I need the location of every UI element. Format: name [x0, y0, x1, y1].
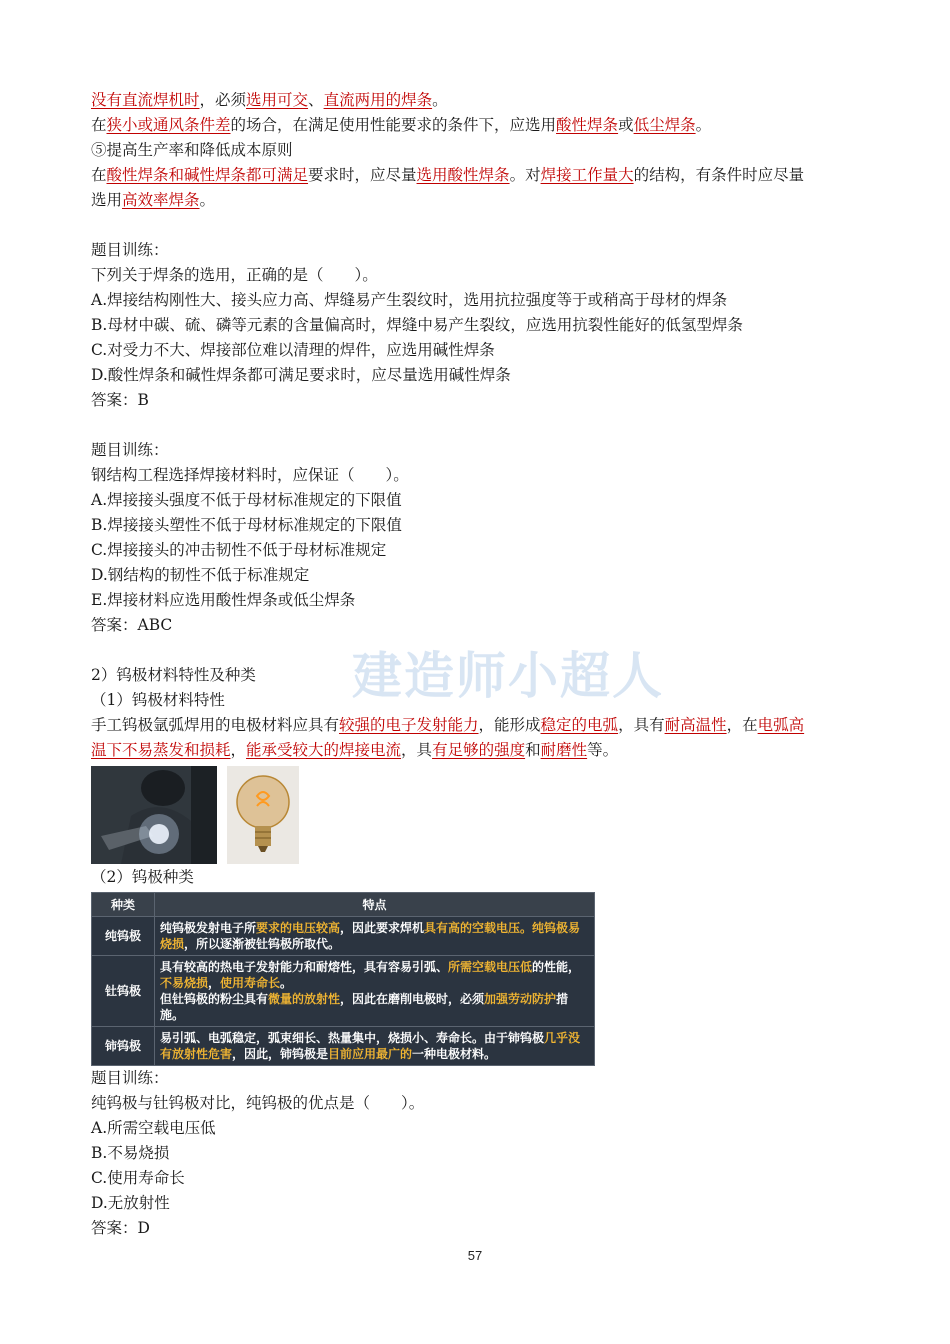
subsection-title-2: （2）钨极种类 — [91, 868, 194, 886]
text: 、 — [308, 91, 324, 109]
table-cell-kind: 铈钨极 — [92, 1027, 155, 1066]
highlight-text: 能承受较大的焊接电流 — [246, 741, 402, 759]
q1-option-a: A.焊接结构刚性大、接头应力高、焊缝易产生裂纹时，选用抗拉强度等于或稍高于母材的焊条 — [91, 291, 728, 309]
highlight-text: 选用可交 — [246, 91, 309, 109]
watermark: 建造师小超人 — [352, 647, 664, 705]
q1-answer: 答案：B — [91, 391, 149, 409]
q3-stem: 纯钨极与钍钨极对比，纯钨极的优点是（ ）。 — [91, 1094, 425, 1112]
q1-heading: 题目训练： — [91, 241, 169, 259]
q2-heading: 题目训练： — [91, 441, 169, 459]
table-cell-kind: 钍钨极 — [92, 956, 155, 1027]
text: ， — [230, 741, 247, 759]
q3-option-a: A.所需空载电压低 — [91, 1119, 216, 1137]
bulb-photo — [227, 766, 299, 864]
q3-heading: 题目训练： — [91, 1069, 169, 1087]
highlight-text: 较强的电子发射能力 — [339, 716, 479, 734]
q1-option-c: C.对受力不大、焊接部位难以清理的焊件，应选用碱性焊条 — [91, 341, 495, 359]
text: 。 — [695, 116, 712, 134]
q1-option-b: B.母材中碳、硫、磷等元素的含量偏高时，焊缝中易产生裂纹，应选用抗裂性能好的低氢型焊条 — [91, 316, 743, 334]
q2-option-e: E.焊接材料应选用酸性焊条或低尘焊条 — [91, 591, 356, 609]
section-title: 2）钨极材料特性及种类 — [91, 666, 256, 684]
intro-line-5 — [91, 188, 861, 213]
text: 选用 — [91, 191, 123, 209]
table-cell-features: 易引弧、电弧稳定，弧束细长、热量集中，烧损小、寿命长。由于铈钨极几乎没有放射性危害，因此，铈钨极是目前应用最广的一种电极材料。 — [155, 1027, 595, 1066]
highlight-text: 稳定的电弧 — [540, 716, 619, 734]
highlight-text: 低尘焊条 — [633, 116, 696, 134]
highlight-text: 耐高温性 — [664, 716, 727, 734]
table-cell-features: 具有较高的热电子发射能力和耐熔性，具有容易引弧、所需空载电压低的性能，不易烧损，使用寿命长。 但钍钨极的粉尘具有微量的放射性，因此在磨削电极时，必须加强劳动防护措施。 — [155, 956, 595, 1027]
q3-answer: 答案：D — [91, 1219, 150, 1237]
highlight-text: 酸性焊条 — [556, 116, 619, 134]
text: 的场合，在满足使用性能要求的条件下，应选用 — [230, 116, 557, 134]
text: 的结构，有条件时应尽量 — [633, 166, 805, 184]
intro-line-4 — [91, 163, 861, 188]
text: 要求时，应尽量 — [308, 166, 417, 184]
paragraph-line-1 — [91, 713, 861, 738]
text: ，具有 — [618, 716, 665, 734]
q3-option-b: B.不易烧损 — [91, 1144, 170, 1162]
highlight-text: 有足够的强度 — [432, 741, 526, 759]
highlight-text: 狭小或通风条件差 — [106, 116, 231, 134]
table-header-row — [92, 893, 595, 917]
intro-line-1 — [91, 88, 861, 113]
table-row — [92, 1027, 595, 1066]
text: 。 — [199, 191, 216, 209]
welding-photo — [91, 766, 217, 864]
table-header-cell: 种类 — [92, 893, 155, 917]
text: 手工钨极氩弧焊用的电极材料应具有 — [91, 716, 340, 734]
highlight-text: 焊接工作量大 — [540, 166, 634, 184]
text: 在 — [91, 166, 107, 184]
text: 和 — [525, 741, 541, 759]
q2-option-c: C.焊接接头的冲击韧性不低于母材标准规定 — [91, 541, 387, 559]
q2-option-d: D.钢结构的韧性不低于标准规定 — [91, 566, 310, 584]
highlight-text: 电弧高 — [757, 716, 805, 734]
text: ，具 — [401, 741, 433, 759]
highlight-text: 选用酸性焊条 — [416, 166, 510, 184]
q3-option-c: C.使用寿命长 — [91, 1169, 185, 1187]
table-row — [92, 917, 595, 956]
subsection-title-1: （1）钨极材料特性 — [91, 691, 225, 709]
welder-illustration — [91, 766, 217, 864]
tungsten-types-table — [91, 892, 595, 1066]
q2-answer: 答案：ABC — [91, 616, 173, 634]
q2-option-a: A.焊接接头强度不低于母材标准规定的下限值 — [91, 491, 402, 509]
highlight-text: 直流两用的焊条 — [323, 91, 433, 109]
text: ，必须 — [199, 91, 247, 109]
q3-option-d: D.无放射性 — [91, 1194, 170, 1212]
table-row — [92, 956, 595, 1027]
highlight-text: 高效率焊条 — [122, 191, 200, 209]
text: ，能形成 — [478, 716, 541, 734]
q1-option-d: D.酸性焊条和碱性焊条都可满足要求时，应尽量选用碱性焊条 — [91, 366, 511, 384]
light-bulb-illustration — [227, 766, 299, 864]
highlight-text: 温下不易蒸发和损耗 — [91, 741, 231, 759]
highlight-text: 酸性焊条和碱性焊条都可满足 — [106, 166, 309, 184]
principle-heading: ⑤提高生产率和降低成本原则 — [91, 141, 293, 159]
image-row — [91, 766, 861, 864]
table-cell-kind: 纯钨极 — [92, 917, 155, 956]
text: 或 — [618, 116, 634, 134]
highlight-text: 耐磨性 — [540, 741, 588, 759]
paragraph-line-2 — [91, 738, 861, 763]
text: 。 — [432, 91, 448, 109]
text: ，在 — [726, 716, 758, 734]
q2-stem: 钢结构工程选择焊接材料时，应保证（ ）。 — [91, 466, 409, 484]
q2-option-b: B.焊接接头塑性不低于母材标准规定的下限值 — [91, 516, 402, 534]
table-header-cell: 特点 — [155, 893, 595, 917]
text: 在 — [91, 116, 107, 134]
highlight-text: 没有直流焊机时 — [91, 91, 200, 109]
text: 。对 — [509, 166, 541, 184]
intro-line-2 — [91, 113, 861, 138]
q1-stem: 下列关于焊条的选用，正确的是（ ）。 — [91, 266, 378, 284]
page-number: 57 — [467, 1248, 483, 1263]
table-cell-features: 纯钨极发射电子所要求的电压较高，因此要求焊机具有高的空载电压。纯钨极易烧损，所以逐渐被钍钨极所取代。 — [155, 917, 595, 956]
text: 等。 — [587, 741, 619, 759]
